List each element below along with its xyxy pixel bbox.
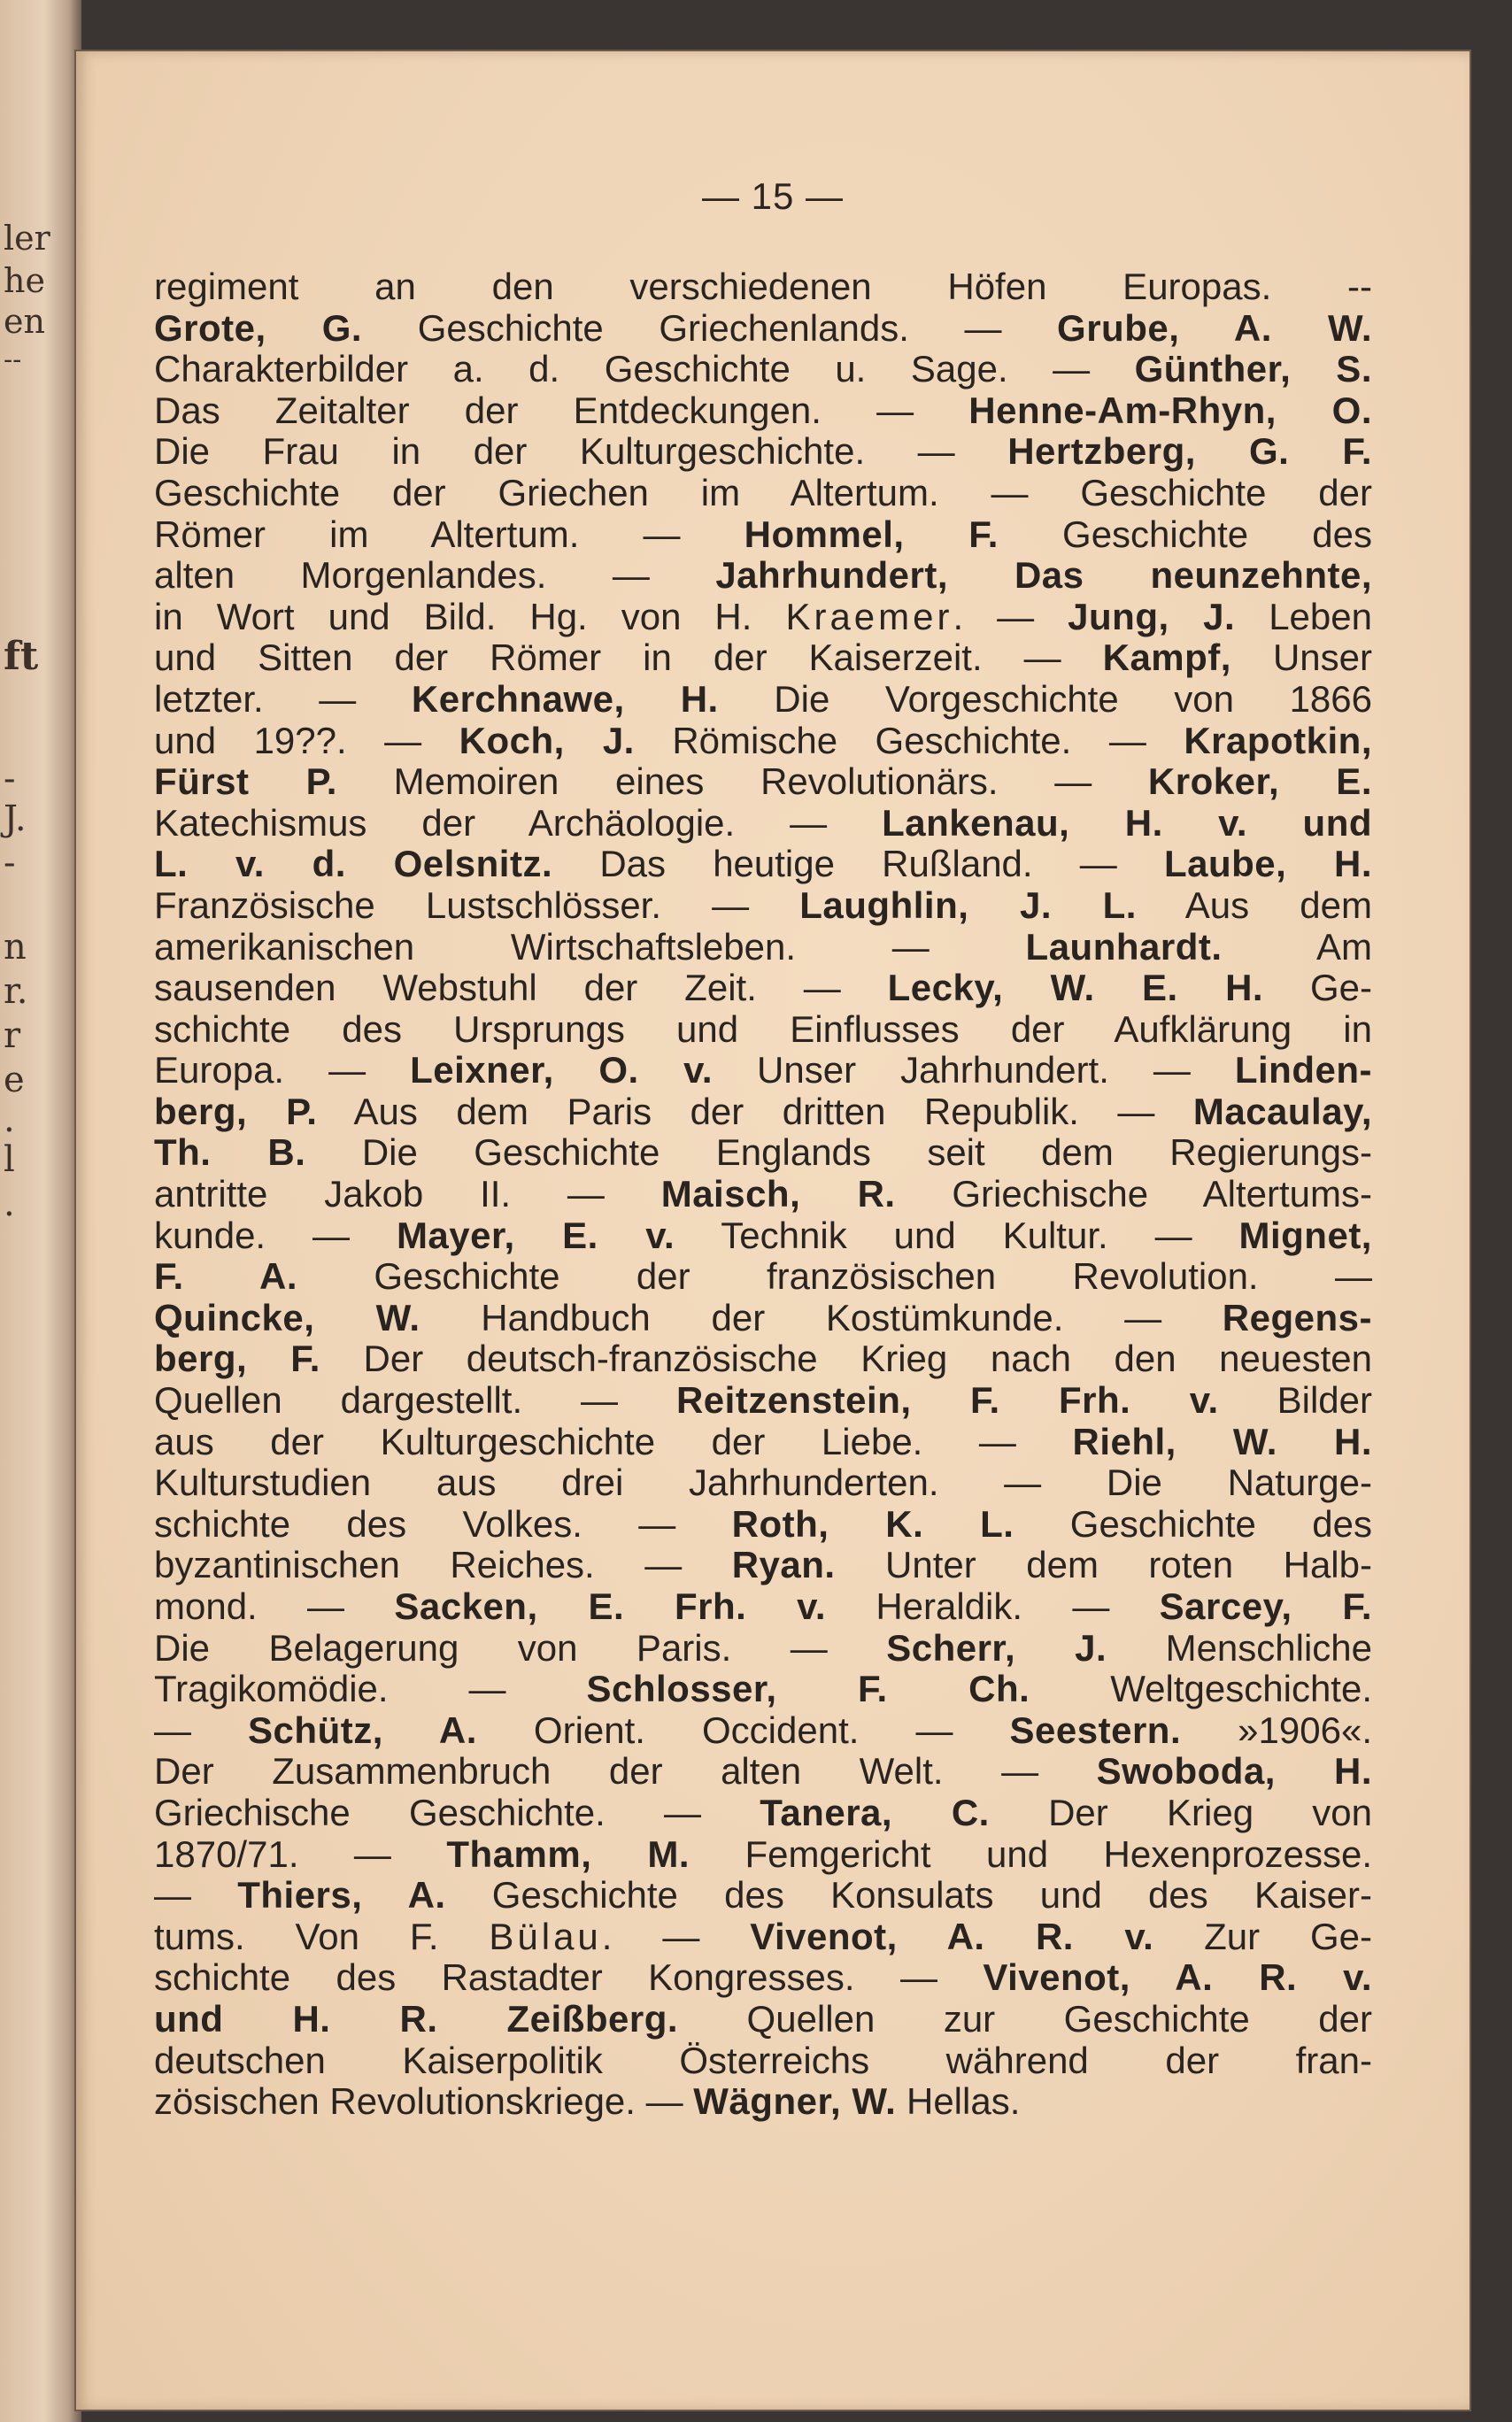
entry-text: und Sitten der Römer in der Kaiserzeit. — — [154, 637, 1103, 679]
entry-text: mond. — — [154, 1586, 395, 1627]
text-line — [154, 1298, 1372, 1339]
entry-text: Aus dem — [1136, 884, 1372, 926]
author-name: Leixner, O. v. — [410, 1050, 714, 1091]
text-line — [154, 1793, 1372, 1834]
entry-text: Quellen zur Geschichte der — [678, 1998, 1372, 2040]
entry-text: — — [154, 1875, 238, 1917]
entry-text: Aus dem Paris der dritten Republik. — — [317, 1091, 1193, 1132]
text-line — [154, 1050, 1372, 1091]
fragment-10: r. — [4, 971, 28, 1012]
text-line — [154, 1091, 1372, 1133]
entry-text: Der deutsch-französische Krieg nach den neuesten — [320, 1338, 1372, 1380]
author-name: Roth, K. L. — [731, 1503, 1014, 1545]
entry-text: Bilder — [1218, 1380, 1372, 1422]
entry-text: Das Zeitalter der Entdeckungen. — — [154, 390, 969, 431]
entry-text: Der Krieg von — [989, 1792, 1372, 1833]
entry-text: Tragikomödie. — — [154, 1669, 587, 1710]
entry-text: Memoiren eines Revolutionärs. — — [336, 761, 1148, 803]
entry-text: Am — [1222, 926, 1372, 968]
entry-text: Unter dem roten Halb- — [835, 1545, 1372, 1586]
fragment-1: ler — [4, 219, 50, 258]
entry-text: Kulturstudien aus drei Jahrhunderten. — Die Naturge- — [154, 1462, 1372, 1504]
entry-text: Geschichte des Konsulats und des Kaiser- — [445, 1875, 1372, 1917]
text-line — [154, 1545, 1372, 1586]
author-name: Lankenau, H. v. und — [882, 802, 1372, 844]
author-name: Krapotkin, — [1184, 720, 1372, 761]
text-line — [154, 1504, 1372, 1546]
author-name: Launhardt. — [1025, 926, 1223, 968]
text-line — [154, 1834, 1372, 1876]
text-line — [154, 1957, 1372, 1999]
text-line — [154, 1009, 1372, 1051]
entry-text: Geschichte Griechenlands. — — [362, 307, 1058, 349]
text-line — [154, 803, 1372, 845]
entry-text: — — [154, 1709, 249, 1751]
entry-text: Ge- — [1263, 968, 1372, 1009]
entry-text: schichte des Ursprungs und Einflusses der Aufklärung in — [154, 1008, 1372, 1050]
author-name: Quincke, W. — [154, 1297, 420, 1338]
author-name: Sarcey, F. — [1159, 1586, 1372, 1627]
text-line — [154, 721, 1372, 762]
fragment-6: - — [4, 759, 16, 799]
page-number: — 15 — — [701, 175, 845, 217]
entry-text: aus der Kulturgeschichte der Liebe. — — [154, 1421, 1073, 1462]
author-name: Fürst P. — [154, 761, 337, 803]
entry-text: schichte des Rastadter Kongresses. — — [154, 1957, 984, 1999]
book-page — [76, 51, 1470, 2410]
entry-text: in Wort und Bild. Hg. von H. — [154, 596, 786, 637]
text-line — [154, 885, 1372, 927]
author-name: Regens- — [1222, 1297, 1372, 1338]
entry-text: regiment an den verschiedenen Höfen Europas. -- — [154, 266, 1372, 307]
text-line — [154, 1215, 1372, 1257]
fragment-9: n — [4, 927, 27, 968]
author-name: Thamm, M. — [446, 1833, 690, 1875]
author-name: Mignet, — [1238, 1215, 1372, 1256]
fragment-2: he — [4, 261, 45, 300]
entry-text: Die Geschichte Englands seit dem Regierungs- — [305, 1132, 1372, 1174]
text-line — [154, 968, 1372, 1009]
text-line — [154, 844, 1372, 885]
entry-text: Griechische Geschichte. — — [154, 1792, 760, 1833]
author-name: Vivenot, A. R. v. — [750, 1916, 1154, 1957]
author-name: Lecky, W. E. H. — [887, 968, 1264, 1009]
author-name: berg, P. — [154, 1091, 318, 1132]
entry-text: Leben — [1235, 596, 1372, 637]
entry-text: Heraldik. — — [826, 1586, 1160, 1627]
entry-text: tums. Von F. — [154, 1916, 490, 1957]
entry-text: Geschichte des — [1014, 1503, 1372, 1545]
fragment-4: -- — [4, 344, 22, 375]
entry-text: deutschen Kaiserpolitik Österreichs während der fran- — [154, 2040, 1372, 2081]
text-line — [154, 597, 1372, 638]
author-name: Laube, H. — [1163, 844, 1372, 885]
fragment-12: e — [4, 1060, 25, 1100]
entry-text: und 19??. — — [154, 720, 459, 761]
author-name: Schütz, A. — [248, 1709, 477, 1751]
author-name: Mayer, E. v. — [396, 1215, 675, 1256]
author-name: Linden- — [1234, 1050, 1372, 1091]
entry-text: Geschichte der Griechen im Altertum. — Geschichte der — [154, 472, 1372, 513]
entry-text: Bülau — [489, 1916, 602, 1957]
entry-text: Menschliche — [1107, 1627, 1372, 1669]
author-name: Kampf, — [1102, 637, 1231, 679]
author-name: Kroker, E. — [1147, 761, 1372, 803]
text-line — [154, 679, 1372, 721]
text-line — [154, 2040, 1372, 2082]
text-line — [154, 1875, 1372, 1917]
author-name: Riehl, W. H. — [1072, 1421, 1372, 1462]
author-name: Seestern. — [1009, 1709, 1182, 1751]
text-line — [154, 1710, 1372, 1752]
text-line — [154, 514, 1372, 556]
entry-text: Orient. Occident. — — [476, 1709, 1010, 1751]
author-name: F. A. — [154, 1256, 297, 1298]
text-line — [154, 1380, 1372, 1422]
author-name: Th. B. — [154, 1132, 306, 1174]
author-name: Tanera, C. — [760, 1792, 990, 1833]
bibliography-text — [154, 266, 1372, 2123]
entry-text: Technik und Kultur. — — [675, 1215, 1239, 1256]
author-name: Grote, G. — [154, 307, 363, 349]
entry-text: Zur Ge- — [1153, 1916, 1372, 1957]
author-name: Grube, A. W. — [1057, 307, 1372, 349]
text-line — [154, 473, 1372, 514]
author-name: Jahrhundert, Das neunzehnte, — [715, 555, 1372, 597]
adjacent-page-fragments — [0, 0, 81, 2422]
text-line — [154, 1586, 1372, 1628]
fragment-7: J. — [4, 798, 27, 839]
author-name: Henne-Am-Rhyn, O. — [968, 390, 1372, 431]
entry-text: Geschichte des — [998, 513, 1372, 555]
author-name: Kerchnawe, H. — [411, 678, 719, 720]
author-name: Ryan. — [731, 1545, 836, 1586]
entry-text: byzantinischen Reiches. — — [154, 1545, 732, 1586]
entry-text: Die Vorgeschichte von 1866 — [718, 678, 1372, 720]
text-line — [154, 1999, 1372, 2040]
author-name: Günther, S. — [1134, 349, 1372, 390]
author-name: Scherr, J. — [886, 1627, 1107, 1669]
text-line — [154, 1917, 1372, 1958]
entry-text: Der Zusammenbruch der alten Welt. — — [154, 1751, 1097, 1793]
entry-text: Weltgeschichte. — [1030, 1669, 1372, 1710]
fragment-14: l — [4, 1139, 15, 1180]
text-line — [154, 555, 1372, 597]
author-name: Laughlin, J. L. — [799, 884, 1137, 926]
author-name: berg, F. — [154, 1338, 320, 1380]
author-name: Hertzberg, G. F. — [1007, 431, 1372, 473]
author-name: und H. R. Zeißberg. — [154, 1998, 679, 2040]
entry-text: Hellas. — [896, 2081, 1021, 2123]
entry-text: Katechismus der Archäologie. — — [154, 802, 883, 844]
text-line — [154, 927, 1372, 968]
author-name: Sacken, E. Frh. v. — [394, 1586, 826, 1627]
text-line — [154, 1132, 1372, 1174]
entry-text: »1906«. — [1181, 1709, 1372, 1751]
fragment-5: ft — [4, 634, 39, 679]
author-name: Thiers, A. — [237, 1875, 446, 1917]
author-name: Koch, J. — [459, 720, 635, 761]
text-line — [154, 349, 1372, 390]
entry-text: Unser — [1230, 637, 1372, 679]
entry-text: Charakterbilder a. d. Geschichte u. Sage. — — [154, 349, 1135, 390]
text-line — [154, 637, 1372, 679]
author-name: Wägner, W. — [693, 2081, 897, 2123]
author-name: Reitzenstein, F. Frh. v. — [675, 1380, 1219, 1422]
entry-text: sausenden Webstuhl der Zeit. — — [154, 968, 888, 1009]
author-name: Vivenot, A. R. v. — [983, 1957, 1372, 1999]
text-line — [154, 1174, 1372, 1215]
text-line — [154, 308, 1372, 350]
fragment-3: en — [4, 302, 45, 341]
entry-text: Französische Lustschlösser. — — [154, 884, 800, 926]
text-line — [154, 1628, 1372, 1670]
entry-text: Römer im Altertum. — — [154, 513, 744, 555]
text-line — [154, 1462, 1372, 1504]
entry-text: amerikanischen Wirtschaftsleben. — — [154, 926, 1026, 968]
text-line — [154, 266, 1372, 308]
author-name: L. v. d. Oelsnitz. — [154, 844, 553, 885]
text-line — [154, 390, 1372, 432]
text-line — [154, 1338, 1372, 1380]
entry-text: alten Morgenlandes. — — [154, 555, 716, 597]
entry-text: Griechische Altertums- — [895, 1174, 1372, 1215]
author-name: Jung, J. — [1068, 596, 1236, 637]
entry-text: antritte Jakob II. — — [154, 1174, 661, 1215]
author-name: Maisch, R. — [660, 1174, 896, 1215]
entry-text: Die Belagerung von Paris. — — [154, 1627, 887, 1669]
entry-text: . — — [953, 596, 1068, 637]
text-line — [154, 1256, 1372, 1298]
entry-text: Femgericht und Hexenprozesse. — [690, 1833, 1372, 1875]
entry-text: . — — [601, 1916, 751, 1957]
entry-text: Quellen dargestellt. — — [154, 1380, 676, 1422]
text-line — [154, 2081, 1372, 2123]
fragment-8: - — [4, 843, 16, 883]
entry-text: Geschichte der französischen Revolution. — — [297, 1256, 1372, 1298]
entry-text: Europa. — — [154, 1050, 411, 1091]
entry-text: Römische Geschichte. — — [634, 720, 1184, 761]
entry-text: Kraemer — [785, 596, 953, 637]
entry-text: letzter. — — [154, 678, 412, 720]
entry-text: Das heutige Rußland. — — [552, 844, 1164, 885]
text-line — [154, 1751, 1372, 1793]
entry-text: Handbuch der Kostümkunde. — — [420, 1297, 1223, 1338]
fragment-13: . — [4, 1099, 15, 1140]
text-line — [154, 1422, 1372, 1463]
entry-text: zösischen Revolutionskriege. — — [154, 2081, 694, 2123]
fragment-15: . — [4, 1184, 15, 1224]
author-name: Swoboda, H. — [1096, 1751, 1372, 1793]
text-line — [154, 1669, 1372, 1710]
entry-text: kunde. — — [154, 1215, 397, 1256]
text-line — [154, 761, 1372, 803]
entry-text: schichte des Volkes. — — [154, 1503, 732, 1545]
fragment-11: r — [4, 1015, 21, 1056]
author-name: Hommel, F. — [744, 513, 999, 555]
text-line — [154, 431, 1372, 473]
entry-text: 1870/71. — — [154, 1833, 447, 1875]
entry-text: Die Frau in der Kulturgeschichte. — — [154, 431, 1008, 473]
author-name: Schlosser, F. Ch. — [586, 1669, 1030, 1710]
author-name: Macaulay, — [1192, 1091, 1372, 1132]
entry-text: Unser Jahrhundert. — — [713, 1050, 1235, 1091]
